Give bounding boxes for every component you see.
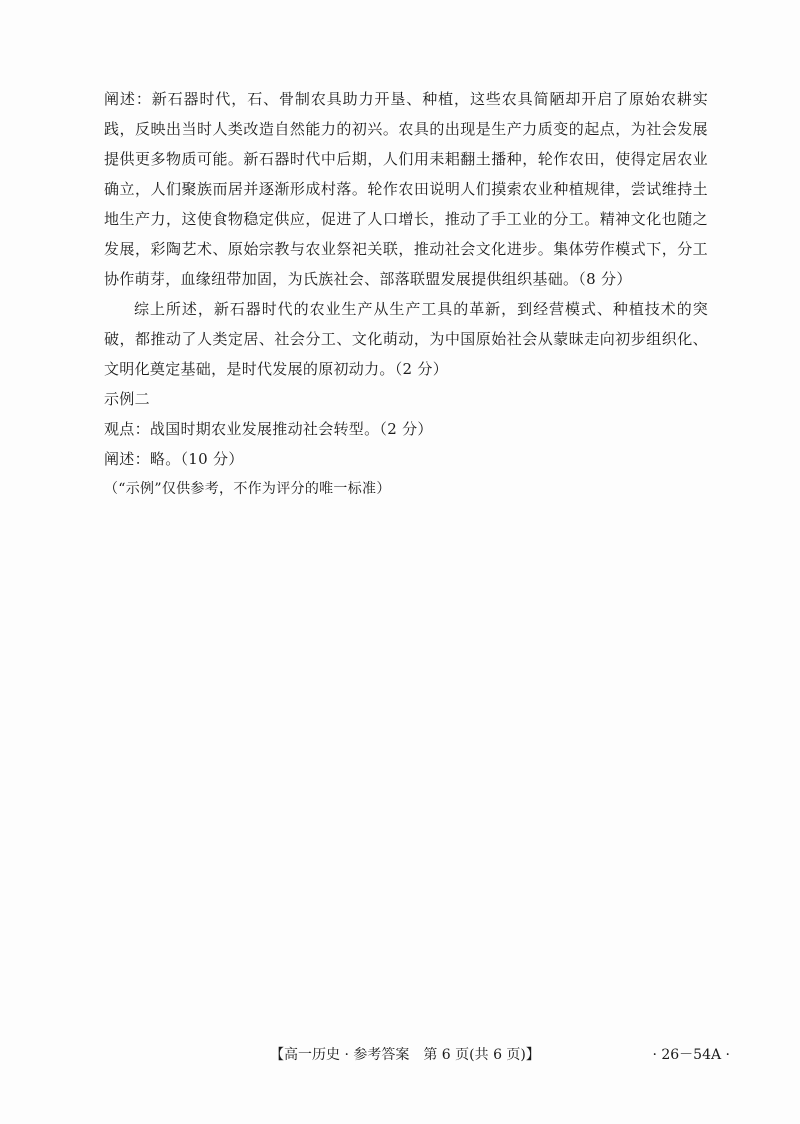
- reference-note: （“示例”仅供参考，不作为评分的唯一标准）: [104, 481, 391, 497]
- elaboration-paragraph: 阐述：新石器时代，石、骨制农具助力开垦、种植，这些农具简陋却开启了原始农耕实践，反映出当时人类改造自然能力的初兴。农具的出现是生产力质变的起点，为社会发展提供更多物质可能。新石器时代中后期，人们用耒耜翻土播种，轮作农田，使得定居农业确立，人们聚族而居并逐渐形成村落。轮作农田说明人们摸索农业种植规律，尝试维持土地生产力，这使食物稳定供应，促进了人口增长，推动了手工业的分工。精神文化也随之发展，彩陶艺术、原始宗教与农业祭祀关联，推动社会文化进步。集体劳作模式下，分工协作萌芽，血缘纽带加固，为氏族社会、部落联盟发展提供组织基础。（8 分）: [104, 90, 708, 288]
- footer-code: · 26－54A ·: [652, 1047, 730, 1063]
- viewpoint-line: 观点：战国时期农业发展推动社会转型。（2 分）: [104, 420, 433, 438]
- elaboration-line: 阐述：略。（10 分）: [104, 450, 244, 468]
- answer-content: [104, 84, 708, 504]
- summary-paragraph: 综上所述，新石器时代的农业生产从生产工具的革新，到经营模式、种植技术的突破，都推动了人类定居、社会分工、文化萌动，为中国原始社会从蒙昧走向初步组织化、文明化奠定基础，是时代发展的原初动力。（2 分）: [104, 300, 708, 378]
- example-two-heading: 示例二: [104, 390, 150, 408]
- footer-page-info: 【高一历史 · 参考答案 第 6 页(共 6 页)】: [270, 1047, 540, 1063]
- page-footer: [0, 1043, 800, 1067]
